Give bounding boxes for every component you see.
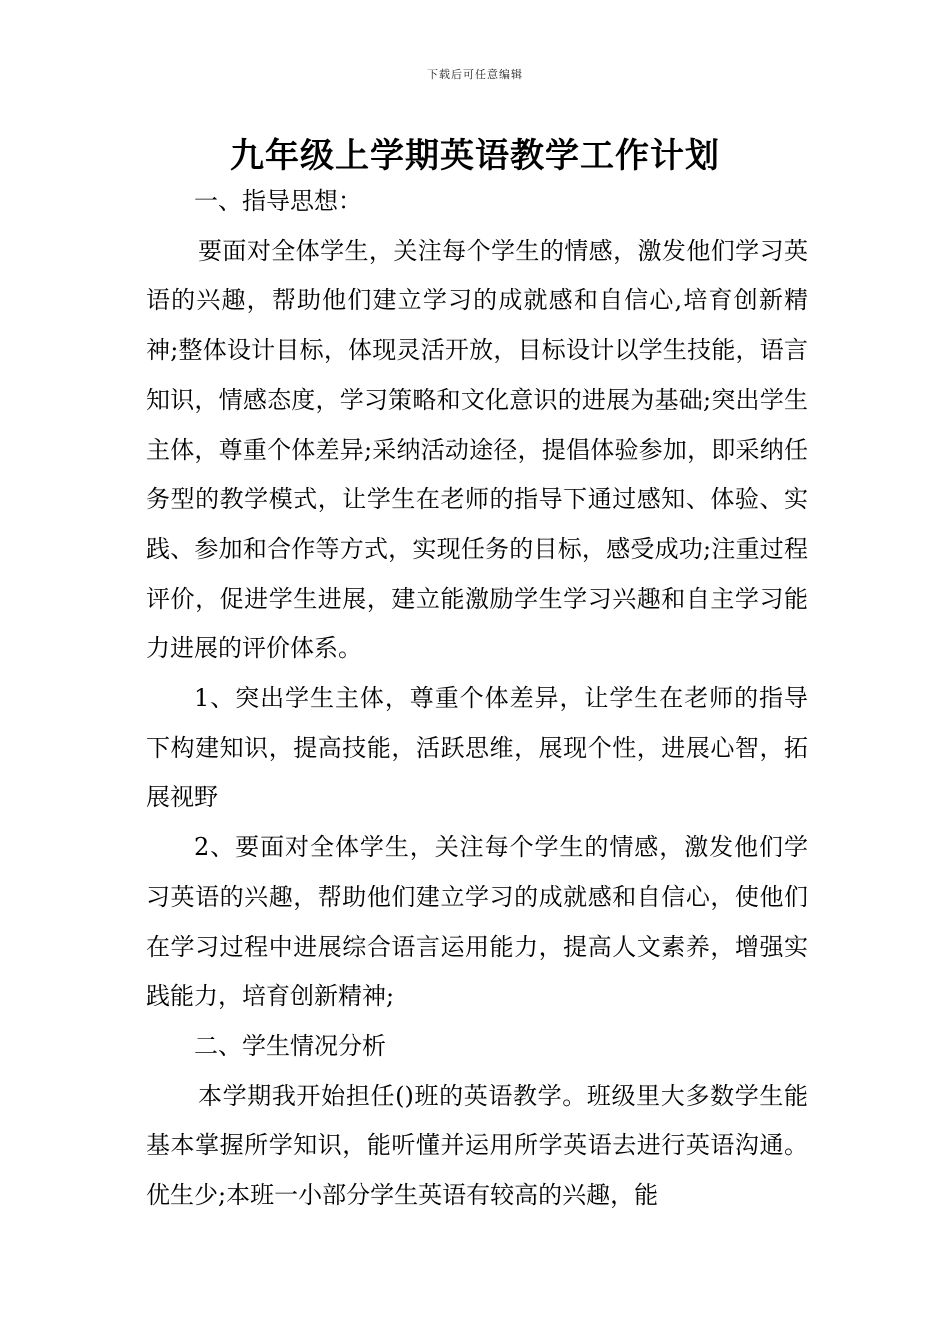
paragraph-guiding-ideology: 要面对全体学生，关注每个学生的情感，激发他们学习英语的兴趣，帮助他们建立学习的成就感和自信心,培育创新精神;整体设计目标，体现灵活开放，目标设计以学生技能，语言知识，情感态度，学习策略和文化意识的进展为基础;突出学生主体，尊重个体差异;采纳活动途径，提倡体验参加，即采纳任务型的教学模式，让学生在老师的指导下通过感知、体验、实践、参加和合作等方式，实现任务的目标，感受成功;注重过程评价，促进学生进展，建立能激励学生学习兴趣和自主学习能力进展的评价体系。 (146, 236, 808, 663)
paragraph-student-analysis: 本学期我开始担任()班的英语教学。班级里大多数学生能基本掌握所学知识，能听懂并运用所学英语去进行英语沟通。优生少;本班一小部分学生英语有较高的兴趣，能 (146, 1081, 808, 1210)
page-header-note: 下载后可任意编辑 (427, 68, 523, 81)
list-item-2: 2、要面对全体学生，关注每个学生的情感，激发他们学习英语的兴趣，帮助他们建立学习的成就感和自信心，使他们在学习过程中进展综合语言运用能力，提高人文素养，增强实践能力，培育创新精神; (146, 833, 808, 1011)
document-body (146, 177, 808, 1221)
list-item-1: 1、突出学生主体，尊重个体差异，让学生在老师的指导下构建知识，提高技能，活跃思维，展现个性，进展心智，拓展视野 (146, 684, 808, 812)
section-heading-guiding-ideology: 一、指导思想： (194, 187, 362, 215)
section-heading-student-analysis: 二、学生情况分析 (194, 1031, 386, 1060)
document-title: 九年级上学期英语教学工作计划 (230, 136, 720, 176)
